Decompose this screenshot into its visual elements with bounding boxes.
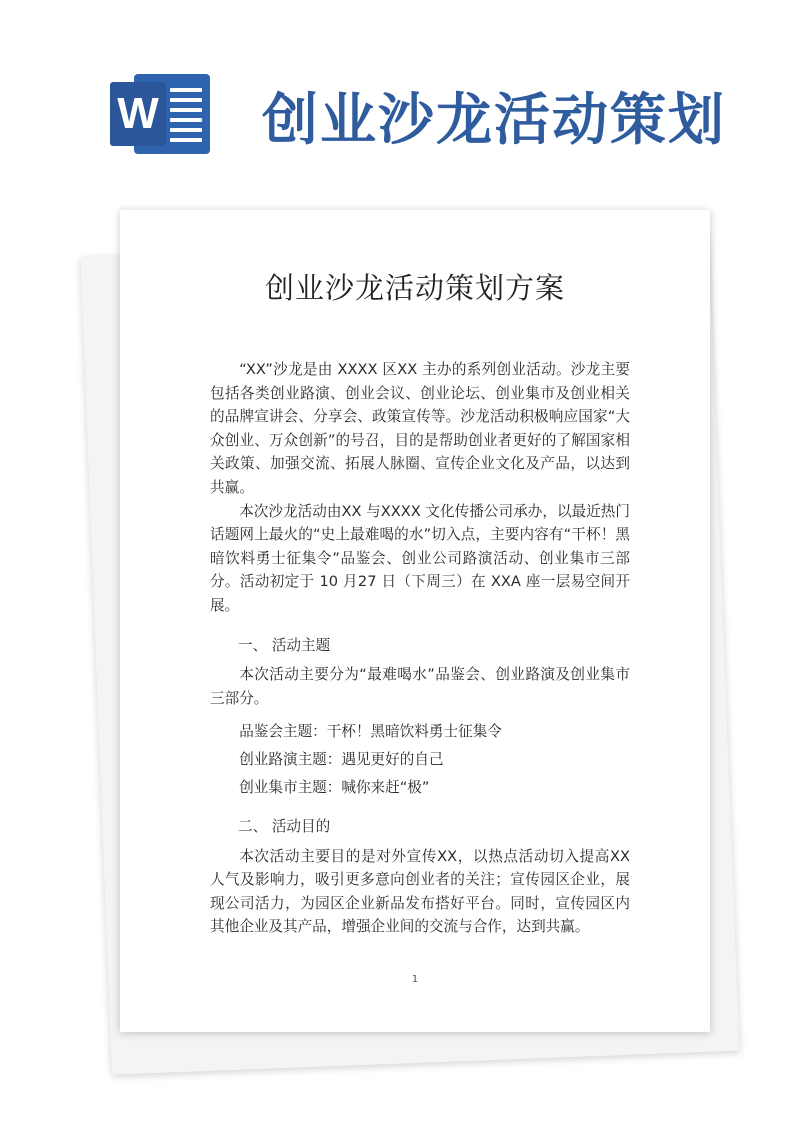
paragraph: 本次活动主要分为“最难喝水”品鉴会、创业路演及创业集市三部分。 xyxy=(210,666,630,707)
word-document-icon xyxy=(110,74,210,154)
word-letter: W xyxy=(110,82,166,146)
section-heading: 二、 活动目的 xyxy=(238,818,331,836)
paragraph: 本次活动主要目的是对外宣传XX，以热点活动切入提高XX 人气及影响力，吸引更多意向创业者的关注；宣传园区企业，展现公司活力，为园区企业新品发布搭好平台。同时，宣传园区内其他企业及其产品，增强企业间的交流与合作，达到共赢。 xyxy=(210,847,630,936)
paragraph: “XX”沙龙是由 XXXX 区XX 主办的系列创业活动。沙龙主要包括各类创业路演、创业会议、创业论坛、创业集市及创业相关的品牌宣讲会、分享会、政策宣传等。沙龙活动积极响应国家“大众创业、万众创新”的号召，目的是帮助创业者更好的了解国家相关政策、加强交流、拓展人脉圈、宣传企业文化及产品，以达到共赢。 xyxy=(210,361,630,496)
header-banner xyxy=(0,0,800,210)
paragraph: 本次沙龙活动由XX 与XXXX 文化传播公司承办，以最近热门话题网上最火的“史上最难喝的水”切入点，主要内容有“干杯！黑暗饮料勇士征集令”品鉴会、创业公司路演活动、创业集市三部分。活动初定于 10 月27 日（下周三）在 XXA 座一层易空间开展。 xyxy=(210,502,630,614)
list-item: 创业集市主题：喊你来赶“极” xyxy=(239,778,430,796)
list-item: 品鉴会主题：干杯！黑暗饮料勇士征集令 xyxy=(239,723,502,741)
list-item: 创业路演主题：遇见更好的自己 xyxy=(239,750,444,768)
document-body xyxy=(210,358,630,939)
document-title: 创业沙龙活动策划方案 xyxy=(264,271,565,305)
section-heading: 一、 活动主题 xyxy=(238,636,331,654)
document-page xyxy=(120,210,710,1032)
banner-title: 创业沙龙活动策划 xyxy=(262,88,726,153)
page-number: 1 xyxy=(411,974,419,985)
